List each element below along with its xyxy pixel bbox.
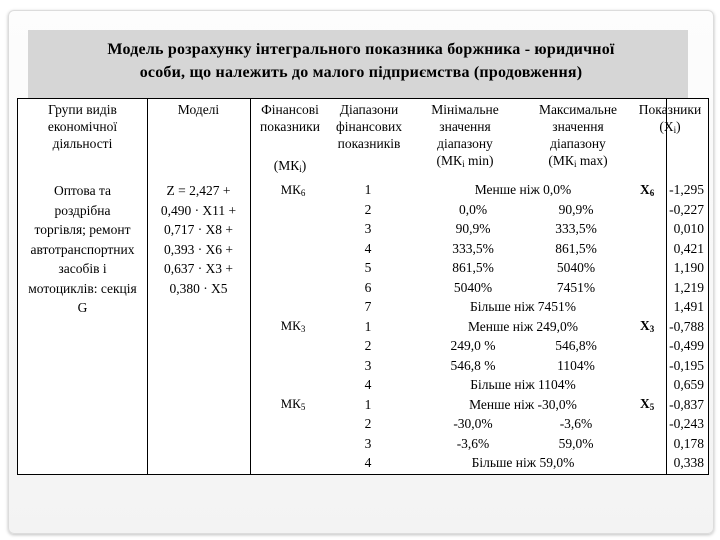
range-max-value: 861,5% bbox=[555, 240, 597, 256]
range-max-value: 333,5% bbox=[555, 221, 597, 236]
header-group-line: Групи видів bbox=[48, 102, 117, 117]
indicator-value: 0,010 bbox=[673, 221, 704, 236]
range-max-value: 5040% bbox=[556, 260, 596, 275]
range-number: 1 bbox=[364, 318, 372, 334]
indicator-value: 0,659 bbox=[673, 377, 704, 392]
range-merged-text: Менше ніж -30,0% bbox=[469, 396, 577, 412]
range-min-value: 249,0 % bbox=[450, 338, 496, 353]
range-number: 2 bbox=[364, 416, 372, 431]
header-ind-line: Показники bbox=[638, 102, 702, 117]
header-group bbox=[18, 101, 147, 152]
x3-label: $Х_3$ bbox=[640, 318, 655, 334]
header-fin bbox=[250, 101, 330, 135]
range-min-value: 861,5% bbox=[452, 260, 494, 275]
header-min-line: ($МК_і$ min) bbox=[436, 153, 494, 169]
indicator-value: 0,421 bbox=[673, 240, 704, 256]
header-min-line: значення bbox=[439, 119, 491, 134]
title-line-2: особи, що належить до малого підприємства (продовження) bbox=[139, 64, 583, 81]
mk6-label: $МК_6$ bbox=[280, 182, 306, 198]
range-merged-text: Більше ніж 1104% bbox=[470, 377, 576, 392]
indicator-value: -0,499 bbox=[669, 338, 704, 353]
range-min-value: 546,8 % bbox=[450, 357, 496, 373]
range-min-value: 333,5% bbox=[452, 240, 494, 256]
mk5-label: $МК_5$ bbox=[280, 396, 306, 412]
title-line-1: Модель розрахунку інтегрального показника боржника - юридичної bbox=[107, 41, 615, 58]
slide-title bbox=[36, 38, 686, 84]
range-number: 3 bbox=[364, 221, 372, 236]
header-max-line: діапазону bbox=[550, 136, 606, 151]
range-number: 2 bbox=[364, 338, 372, 353]
range-max-value: 7451% bbox=[556, 279, 596, 295]
header-max-line: Максимальне bbox=[538, 102, 618, 117]
range-number: 3 bbox=[364, 435, 372, 451]
mk3-label: $МК_3$ bbox=[280, 318, 306, 334]
group-line: G bbox=[77, 300, 88, 315]
header-ranges-line: фінансових bbox=[335, 119, 403, 134]
range-number: 4 bbox=[364, 377, 372, 392]
header-min bbox=[410, 101, 520, 173]
group-line: мотоциклів: секція bbox=[28, 280, 137, 296]
formula-line: 0,490 · X11 + bbox=[160, 202, 237, 218]
header-models: Моделі bbox=[177, 102, 220, 117]
formula-line: 0,717 · X8 + bbox=[163, 222, 234, 237]
header-fin-line: Фінансові bbox=[261, 102, 319, 117]
header-ind-line: $(Х_і)$ bbox=[659, 119, 681, 135]
indicator-value: 1,491 bbox=[673, 299, 704, 314]
model-formula bbox=[147, 181, 250, 298]
range-number: 4 bbox=[364, 240, 372, 256]
indicator-value: 1,219 bbox=[673, 279, 704, 295]
group-line: Оптова та bbox=[53, 183, 112, 198]
range-merged-text: Менше ніж 0,0% bbox=[474, 182, 572, 197]
header-indicators bbox=[632, 101, 708, 139]
range-number: 4 bbox=[364, 455, 372, 470]
indicator-value: -1,295 bbox=[669, 182, 704, 197]
formula-line: 0,380 · X5 bbox=[169, 280, 228, 296]
range-merged-text: Більше ніж 7451% bbox=[469, 299, 577, 314]
range-number: 3 bbox=[364, 357, 372, 373]
indicator-value: -0,227 bbox=[669, 201, 704, 217]
range-max-value: -3,6% bbox=[559, 416, 593, 431]
range-number: 5 bbox=[364, 260, 372, 275]
header-max-line: ($МК_і$ max) bbox=[548, 153, 608, 169]
header-group-line: діяльності bbox=[52, 136, 113, 151]
header-min-line: Мінімальне bbox=[431, 102, 499, 117]
group-line: засобів і bbox=[58, 261, 107, 276]
indicator-value: 0,338 bbox=[673, 455, 704, 470]
range-min-value: 0,0% bbox=[458, 201, 488, 217]
range-max-value: 90,9% bbox=[558, 201, 594, 217]
indicator-value: 0,178 bbox=[673, 435, 704, 451]
indicator-value: -0,195 bbox=[669, 357, 704, 373]
formula-line: Z = 2,427 + bbox=[166, 183, 231, 198]
range-number: 7 bbox=[364, 299, 372, 314]
group-line: автотранспортних bbox=[30, 241, 135, 257]
model-table bbox=[17, 98, 709, 475]
header-min-line: діапазону bbox=[437, 136, 493, 151]
range-number: 6 bbox=[364, 279, 372, 295]
range-number: 1 bbox=[364, 182, 372, 197]
range-min-value: 5040% bbox=[453, 279, 493, 295]
range-min-value: -30,0% bbox=[453, 416, 493, 431]
indicator-value: -0,788 bbox=[669, 318, 704, 334]
group-line: торгівля; ремонт bbox=[34, 222, 131, 237]
header-max bbox=[520, 101, 636, 173]
header-ranges bbox=[328, 101, 410, 152]
header-ranges-line: показників bbox=[337, 136, 401, 151]
formula-line: 0,637 · X3 + bbox=[163, 261, 234, 276]
header-max-line: значення bbox=[552, 119, 604, 134]
indicator-value: 1,190 bbox=[673, 260, 704, 275]
group-cell bbox=[18, 181, 147, 318]
header-fin-line: показники bbox=[260, 119, 320, 134]
column-divider bbox=[250, 99, 251, 474]
header-fin-mk: $(МК_і)$ bbox=[273, 158, 307, 174]
range-max-value: 59,0% bbox=[558, 435, 594, 451]
range-max-value: 1104% bbox=[557, 357, 595, 373]
range-min-value: -3,6% bbox=[456, 435, 490, 451]
header-ranges-line: Діапазони bbox=[339, 102, 399, 117]
formula-line: 0,393 · X6 + bbox=[163, 241, 234, 257]
range-merged-text: Більше ніж 59,0% bbox=[471, 455, 575, 470]
range-number: 1 bbox=[364, 396, 372, 412]
indicator-value: -0,243 bbox=[669, 416, 704, 431]
range-merged-text: Менше ніж 249,0% bbox=[467, 318, 579, 334]
range-min-value: 90,9% bbox=[455, 221, 491, 236]
range-max-value: 546,8% bbox=[555, 338, 597, 353]
group-line: роздрібна bbox=[54, 202, 111, 218]
indicator-value: -0,837 bbox=[669, 396, 704, 412]
x5-label: $Х_5$ bbox=[640, 396, 655, 412]
range-number: 2 bbox=[364, 201, 372, 217]
header-group-line: економічної bbox=[47, 119, 118, 134]
x6-label: $Х_6$ bbox=[640, 182, 655, 198]
